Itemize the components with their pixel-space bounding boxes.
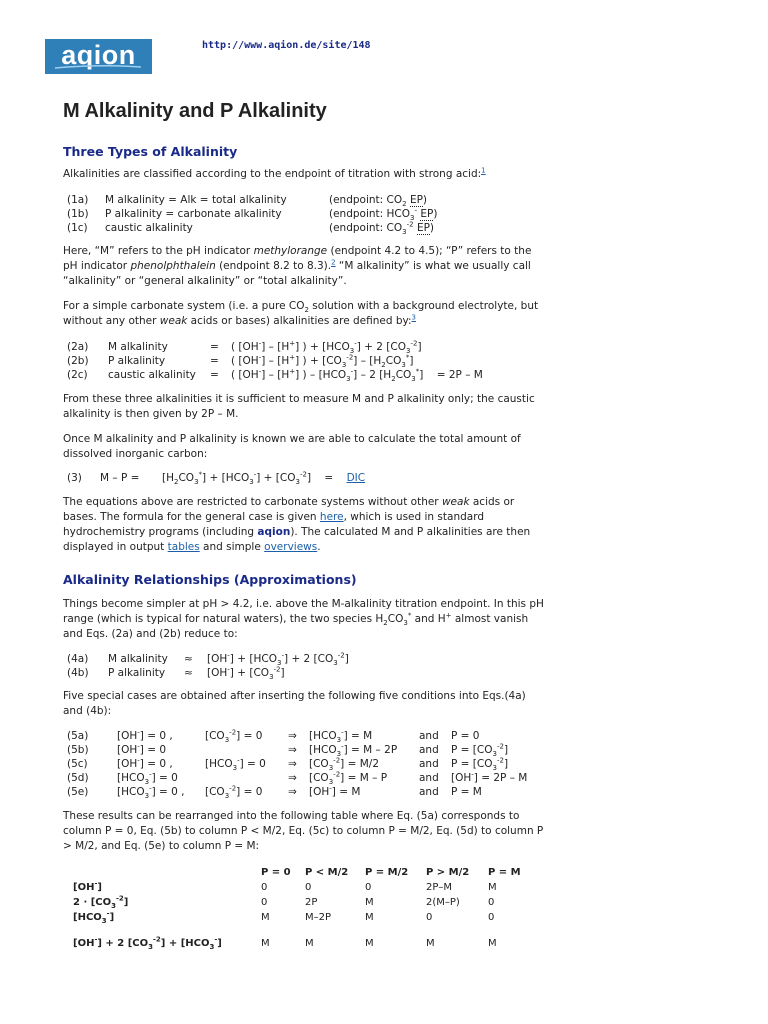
tables-link[interactable]: tables <box>167 541 200 553</box>
alkalinity-table <box>73 864 528 955</box>
table-row: $2 \cdot [CO_3^{-2}]$ 0 2P M 2(M–P) 0 <box>73 894 495 910</box>
footnote-link-2[interactable]: 2 <box>331 258 336 267</box>
dic-link[interactable]: DIC <box>346 472 366 484</box>
aqion-logo[interactable]: aqion <box>45 39 152 74</box>
here-link[interactable]: here <box>319 511 344 523</box>
paragraph-carbonate-system: For a simple carbonate system (i.e. a pure $CO_2$ solution with a background electrolyte, but without any other weak acids or bases) alkalinities are defined by:$^3$ <box>63 300 539 327</box>
row-label: [OH-] + 2 $[CO_3^{-2}] + [HCO_3^-]$ <box>73 935 222 951</box>
col-header: P = M <box>488 866 521 878</box>
section-heading-types: Three Types of Alkalinity <box>63 144 238 159</box>
section-heading-relationships: Alkalinity Relationships (Approximations) <box>63 572 357 587</box>
footnote-link-1[interactable]: 1 <box>481 166 486 175</box>
col-header: P = M/2 <box>365 866 409 878</box>
row-label: $2 \cdot [CO_3^{-2}]$ <box>73 894 129 910</box>
overviews-link[interactable]: overviews <box>264 541 318 553</box>
page-url[interactable]: http://www.aqion.de/site/148 <box>202 40 371 51</box>
col-header: P < M/2 <box>305 866 349 878</box>
paragraph-simpler: Things become simpler at pH > 4.2, i.e. above the M-alkalinity titration endpoint. In this pH range (which is typical for natural waters), the two species $H_2CO_3^*$ and H+ almost vanish and Eqs. (2a) and (2b) reduce to: <box>63 598 544 640</box>
row-label: $[HCO_3^-]$ <box>73 909 115 925</box>
logo-swoosh-icon <box>53 64 143 70</box>
table-row: [OH-] + 2 $[CO_3^{-2}] + [HCO_3^-]$ M M M M M <box>73 925 528 955</box>
col-header: P = 0 <box>261 866 291 878</box>
table-row: [OH-] 0 0 0 2P–M M <box>73 879 497 893</box>
table-header-row <box>73 864 528 880</box>
paragraph-five-cases: Five special cases are obtained after inserting the following five conditions into Eqs.(4a) and (4b): <box>63 690 526 717</box>
paragraph-rearranged: These results can be rearranged into the following table where Eq. (5a) corresponds to column P = 0, Eq. (5b) to column P < M/2, Eq. (5c) to column P = M/2, Eq. (5d) to column P > M/2, and Eq. (5e) to column P = M: <box>63 810 544 852</box>
row-label: [OH-] <box>73 879 102 893</box>
table-row: $[HCO_3^-]$ M M–2P M 0 0 <box>73 909 495 925</box>
paragraph-indicators: Here, “M” refers to the pH indicator methylorange (endpoint 4.2 to 4.5); “P” refers to the pH indicator phenolphthalein (endpoint 8.2 to 8.3).$^2$ “M alkalinity” is what we usually call “alkalinity” or “general alkalinity” or “total alkalinity”. <box>63 245 532 287</box>
footnote-link-3[interactable]: 3 <box>411 313 416 322</box>
paragraph-dic: Once M alkalinity and P alkalinity is known we are able to calculate the total amount of dissolved inorganic carbon: <box>63 433 521 460</box>
paragraph-caustic: From these three alkalinities it is sufficient to measure M and P alkalinity only; the caustic alkalinity is then given by 2P – M. <box>63 393 535 420</box>
intro-paragraph: Alkalinities are classified according to the endpoint of titration with strong acid:$^1$ <box>63 166 486 180</box>
paragraph-general-case: The equations above are restricted to carbonate systems without other weak acids or bases. The formula for the general case is given here, which is used in standard hydrochemistry programs (including aqion). The calculated M and P alkalinities are then displayed in output tables and simple overviews. <box>63 496 531 553</box>
page-title: M Alkalinity and P Alkalinity <box>63 100 327 122</box>
col-header: P > M/2 <box>426 866 470 878</box>
